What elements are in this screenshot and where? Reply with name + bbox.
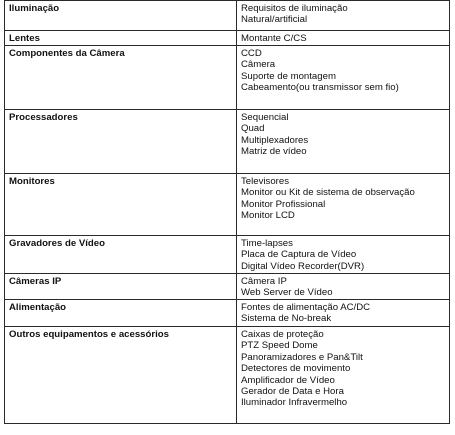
table-row [5,236,450,274]
item-line: Sistema de No-break [241,313,332,325]
items-cell [237,31,450,46]
item-line: Panoramizadores e Pan&Tilt [241,351,363,363]
items-cell [237,236,450,274]
table-row [5,110,450,174]
item-line: Matriz de vídeo [241,146,307,158]
item-line: Monitor ou Kit de sistema de observação [241,187,415,199]
category-cell: Outros equipamentos e acessórios [5,327,237,424]
items-cell [237,46,450,110]
item-line: Time-lapses [241,238,293,249]
item-line: Placa de Captura de Vídeo [241,249,357,261]
item-line: Câmera [241,59,276,71]
items-cell [237,327,450,424]
table-row [5,31,450,46]
item-line: Digital Vídeo Recorder(DVR) [241,260,365,272]
item-line: Quad [241,123,265,135]
item-line: Amplificador de Vídeo [241,374,335,386]
item-line: Montante C/CS [241,33,307,44]
item-line: Monitor Profissional [241,198,326,210]
item-line: Televisores [241,176,289,187]
item-line: Caixas de proteção [241,329,324,340]
category-cell: Lentes [5,31,237,46]
category-cell: Monitores [5,174,237,236]
table-row [5,1,450,31]
item-line: Monitor LCD [241,210,295,222]
category-cell: Câmeras IP [5,274,237,300]
items-cell [237,174,450,236]
item-line: CCD [241,48,262,59]
item-line: Cabeamento(ou transmissor sem fio) [241,82,399,94]
item-line: Fontes de alimentação AC/DC [241,302,371,313]
item-line: Câmera IP [241,276,287,287]
item-line: Multiplexadores [241,134,309,146]
item-line: Gerador de Data e Hora [241,386,344,398]
item-line: Iluminador Infravermelho [241,397,348,409]
item-line: Sequencial [241,112,289,123]
category-cell: Gravadores de Vídeo [5,236,237,274]
category-cell: Processadores [5,110,237,174]
equipment-table-body [5,1,450,424]
items-cell [237,300,450,327]
item-line: Web Server de Vídeo [241,287,333,299]
item-line: Detectores de movimento [241,363,351,375]
category-cell: Alimentação [5,300,237,327]
items-cell [237,110,450,174]
table-row [5,300,450,327]
equipment-table [4,0,450,424]
table-row [5,174,450,236]
items-cell [237,274,450,300]
item-line: Natural/artificial [241,14,308,26]
item-line: Requisitos de iluminação [241,3,348,14]
items-cell [237,1,450,31]
table-row [5,46,450,110]
item-line: PTZ Speed Dome [241,340,318,352]
table-row [5,274,450,300]
table-row [5,327,450,424]
category-cell: Iluminação [5,1,237,31]
item-line: Suporte de montagem [241,70,336,82]
category-cell: Componentes da Câmera [5,46,237,110]
